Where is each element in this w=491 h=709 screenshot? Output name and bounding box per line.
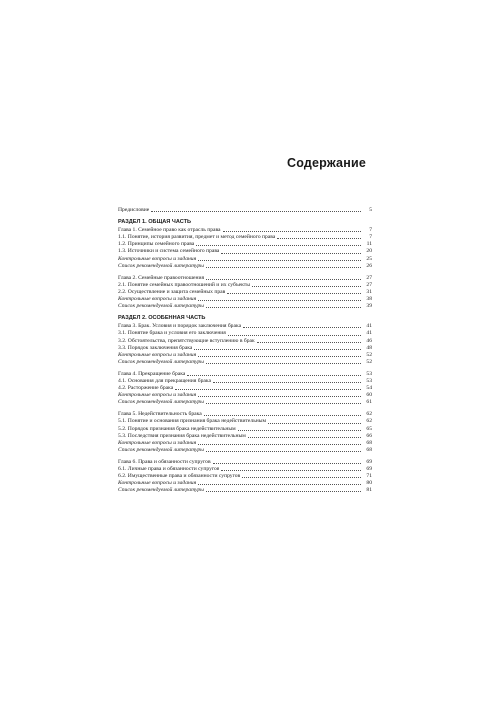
toc-entry-page: 26: [366, 262, 372, 269]
toc-entry-text: 4.1. Основания для прекращения брака: [118, 377, 211, 384]
toc-entry-text: Контрольные вопросы и задания: [118, 392, 197, 399]
leader-dots: [187, 375, 361, 376]
toc-entry-page: 69: [366, 458, 372, 465]
leader-dots: [206, 267, 361, 268]
toc-entry-text: 6.2. Имущественные права и обязанности супругов: [118, 473, 241, 480]
toc-entry[interactable]: [118, 345, 372, 352]
toc-entry[interactable]: [118, 303, 372, 310]
toc-entry-text: Глава 4. Прекращение брака: [118, 370, 186, 377]
toc-entry-page: 80: [366, 480, 372, 487]
toc-entry[interactable]: [118, 248, 372, 255]
leader-dots: [175, 389, 361, 390]
leader-dots: [198, 356, 361, 357]
toc-entry-page: 31: [366, 288, 372, 295]
toc-entry-page: 27: [366, 274, 372, 281]
leader-dots: [206, 403, 361, 404]
toc-entry-page: 66: [366, 432, 372, 439]
toc-entry-page: 41: [366, 323, 372, 330]
toc-entry[interactable]: [118, 330, 372, 337]
toc-entry-text: Глава 3. Брак. Условия и порядок заключения брака: [118, 323, 242, 330]
leader-dots: [227, 293, 361, 294]
toc-entry[interactable]: [118, 411, 372, 418]
toc-entry-page: 7: [369, 227, 372, 234]
toc-entry-page: 68: [366, 439, 372, 446]
toc-entry-text: Контрольные вопросы и задания: [118, 439, 197, 446]
toc-entry-page: 41: [366, 330, 372, 337]
toc-entry[interactable]: [118, 399, 372, 406]
toc-entry-page: 11: [366, 241, 372, 248]
toc-entry-text: 5.2. Порядок признания брака недействительным: [118, 425, 236, 432]
toc-entry-page: 53: [366, 370, 372, 377]
leader-dots: [277, 238, 361, 239]
toc-entry-text: Список рекомендуемой литературы: [118, 358, 204, 365]
leader-dots: [196, 245, 361, 246]
leader-dots: [238, 430, 361, 431]
toc-entry-page: 53: [366, 377, 372, 384]
toc-entry-page: 39: [366, 303, 372, 310]
toc-entry-page: 52: [366, 358, 372, 365]
toc-entry-text: Список рекомендуемой литературы: [118, 262, 204, 269]
toc-entry[interactable]: [118, 289, 372, 296]
toc-entry-text: Список рекомендуемой литературы: [118, 303, 204, 310]
leader-dots: [198, 260, 361, 261]
toc-entry-text: 1.2. Принципы семейного права: [118, 241, 195, 248]
toc-entry-page: 61: [366, 399, 372, 406]
toc-entry[interactable]: [118, 241, 372, 248]
leader-dots: [198, 396, 361, 397]
toc-entry-text: 5.1. Понятие и основания признания брака недействительным: [118, 418, 267, 425]
toc-entry-page: 20: [366, 248, 372, 255]
toc-entry[interactable]: [118, 426, 372, 433]
leader-dots: [213, 463, 361, 464]
toc-entry[interactable]: [118, 323, 372, 330]
toc-entry-text: 3.2. Обстоятельства, препятствующие вступлению в брак: [118, 337, 255, 344]
toc-entry-text: Глава 6. Права и обязанности супругов: [118, 458, 211, 465]
toc-entry-text: Контрольные вопросы и задания: [118, 296, 197, 303]
toc-entry[interactable]: [118, 480, 372, 487]
toc-entry-preface[interactable]: [118, 207, 372, 214]
toc-entry[interactable]: [118, 418, 372, 425]
toc-entry[interactable]: [118, 459, 372, 466]
leader-dots: [243, 327, 361, 328]
toc-entry-page: 68: [366, 446, 372, 453]
toc-entry-page: 69: [366, 466, 372, 472]
leader-dots: [206, 451, 361, 452]
leader-dots: [206, 279, 361, 280]
toc-entry-page: 48: [366, 344, 372, 351]
toc-entry[interactable]: [118, 392, 372, 399]
table-of-contents: [118, 207, 372, 494]
toc-entry[interactable]: [118, 275, 372, 282]
toc-entry[interactable]: [118, 433, 372, 440]
toc-entry[interactable]: [118, 371, 372, 378]
leader-dots: [223, 231, 361, 232]
leader-dots: [206, 363, 361, 364]
leader-dots: [194, 349, 361, 350]
toc-entry[interactable]: [118, 296, 372, 303]
toc-entry[interactable]: [118, 359, 372, 366]
toc-entry-text: 3.3. Порядок заключения брака: [118, 344, 193, 351]
leader-dots: [257, 342, 361, 343]
toc-entry-page: 27: [366, 281, 372, 288]
leader-dots: [198, 300, 361, 301]
toc-entry[interactable]: [118, 466, 372, 473]
section-heading: РАЗДЕЛ 1. ОБЩАЯ ЧАСТЬ: [118, 219, 192, 226]
leader-dots: [248, 437, 361, 438]
toc-entry-text: 4.2. Расторжение брака: [118, 385, 174, 392]
toc-entry-page: 52: [366, 351, 372, 358]
toc-entry-text: Предисловие: [118, 207, 150, 213]
leader-dots: [198, 444, 361, 445]
leader-dots: [221, 253, 361, 254]
toc-entry-text: Контрольные вопросы и задания: [118, 255, 197, 262]
toc-entry-page: 25: [366, 255, 372, 262]
toc-entry-text: Глава 1. Семейное право как отрасль права: [118, 227, 221, 234]
leader-dots: [204, 415, 361, 416]
toc-entry[interactable]: [118, 378, 372, 385]
toc-entry[interactable]: [118, 282, 372, 289]
toc-entry-page: 65: [366, 425, 372, 432]
toc-entry[interactable]: [118, 447, 372, 454]
toc-entry-text: 1.1. Понятие, история развития, предмет и метод семейного права: [118, 234, 276, 241]
leader-dots: [151, 211, 361, 212]
toc-entry-text: Глава 5. Недействительность брака: [118, 411, 202, 418]
toc-entry-text: 5.3. Последствия признания брака недействительным: [118, 432, 246, 439]
section-heading: РАЗДЕЛ 2. ОСОБЕННАЯ ЧАСТЬ: [118, 315, 206, 322]
toc-entry[interactable]: [118, 263, 372, 270]
leader-dots: [268, 423, 361, 424]
toc-entry-page: 62: [366, 418, 372, 425]
toc-entry-text: 1.3. Источники и система семейного права: [118, 248, 220, 255]
leader-dots: [221, 470, 361, 471]
page-title: Содержание: [286, 156, 366, 170]
toc-entry[interactable]: [118, 256, 372, 263]
toc-entry[interactable]: [118, 385, 372, 392]
toc-entry-text: Контрольные вопросы и задания: [118, 351, 197, 358]
toc-entry[interactable]: [118, 338, 372, 345]
toc-entry-text: 6.1. Личные права и обязанности супругов: [118, 466, 220, 472]
leader-dots: [206, 491, 361, 492]
toc-entry-page: 54: [366, 385, 372, 392]
toc-entry-page: 7: [369, 234, 372, 241]
toc-entry-text: Список рекомендуемой литературы: [118, 446, 204, 453]
toc-entry-text: 3.1. Понятие брака и условия его заключения: [118, 330, 226, 337]
toc-entry[interactable]: [118, 487, 372, 494]
toc-entry-page: 62: [366, 411, 372, 418]
toc-entry-text: 2.2. Осуществление и защита семейных прав: [118, 288, 226, 295]
toc-entry[interactable]: [118, 352, 372, 359]
toc-entry-page: 46: [366, 337, 372, 344]
toc-entry-page: 71: [366, 473, 372, 480]
leader-dots: [213, 382, 361, 383]
toc-entry[interactable]: [118, 227, 372, 234]
leader-dots: [252, 286, 361, 287]
toc-entry-text: Контрольные вопросы и задания: [118, 480, 197, 487]
toc-entry[interactable]: [118, 440, 372, 447]
leader-dots: [228, 335, 361, 336]
toc-entry-page: 38: [366, 296, 372, 303]
toc-entry-page: 81: [366, 487, 372, 494]
toc-entry[interactable]: [118, 473, 372, 480]
toc-entry-text: 2.1. Понятие семейных правоотношений и их субъекты: [118, 281, 250, 288]
toc-entry-text: Список рекомендуемой литературы: [118, 399, 204, 406]
toc-entry-text: Список рекомендуемой литературы: [118, 487, 204, 494]
leader-dots: [198, 484, 361, 485]
toc-entry-page: 60: [366, 392, 372, 399]
toc-entry-page: 5: [369, 207, 372, 213]
leader-dots: [242, 477, 361, 478]
leader-dots: [206, 307, 361, 308]
toc-entry[interactable]: [118, 234, 372, 241]
toc-entry-text: Глава 2. Семейные правоотношения: [118, 274, 205, 281]
